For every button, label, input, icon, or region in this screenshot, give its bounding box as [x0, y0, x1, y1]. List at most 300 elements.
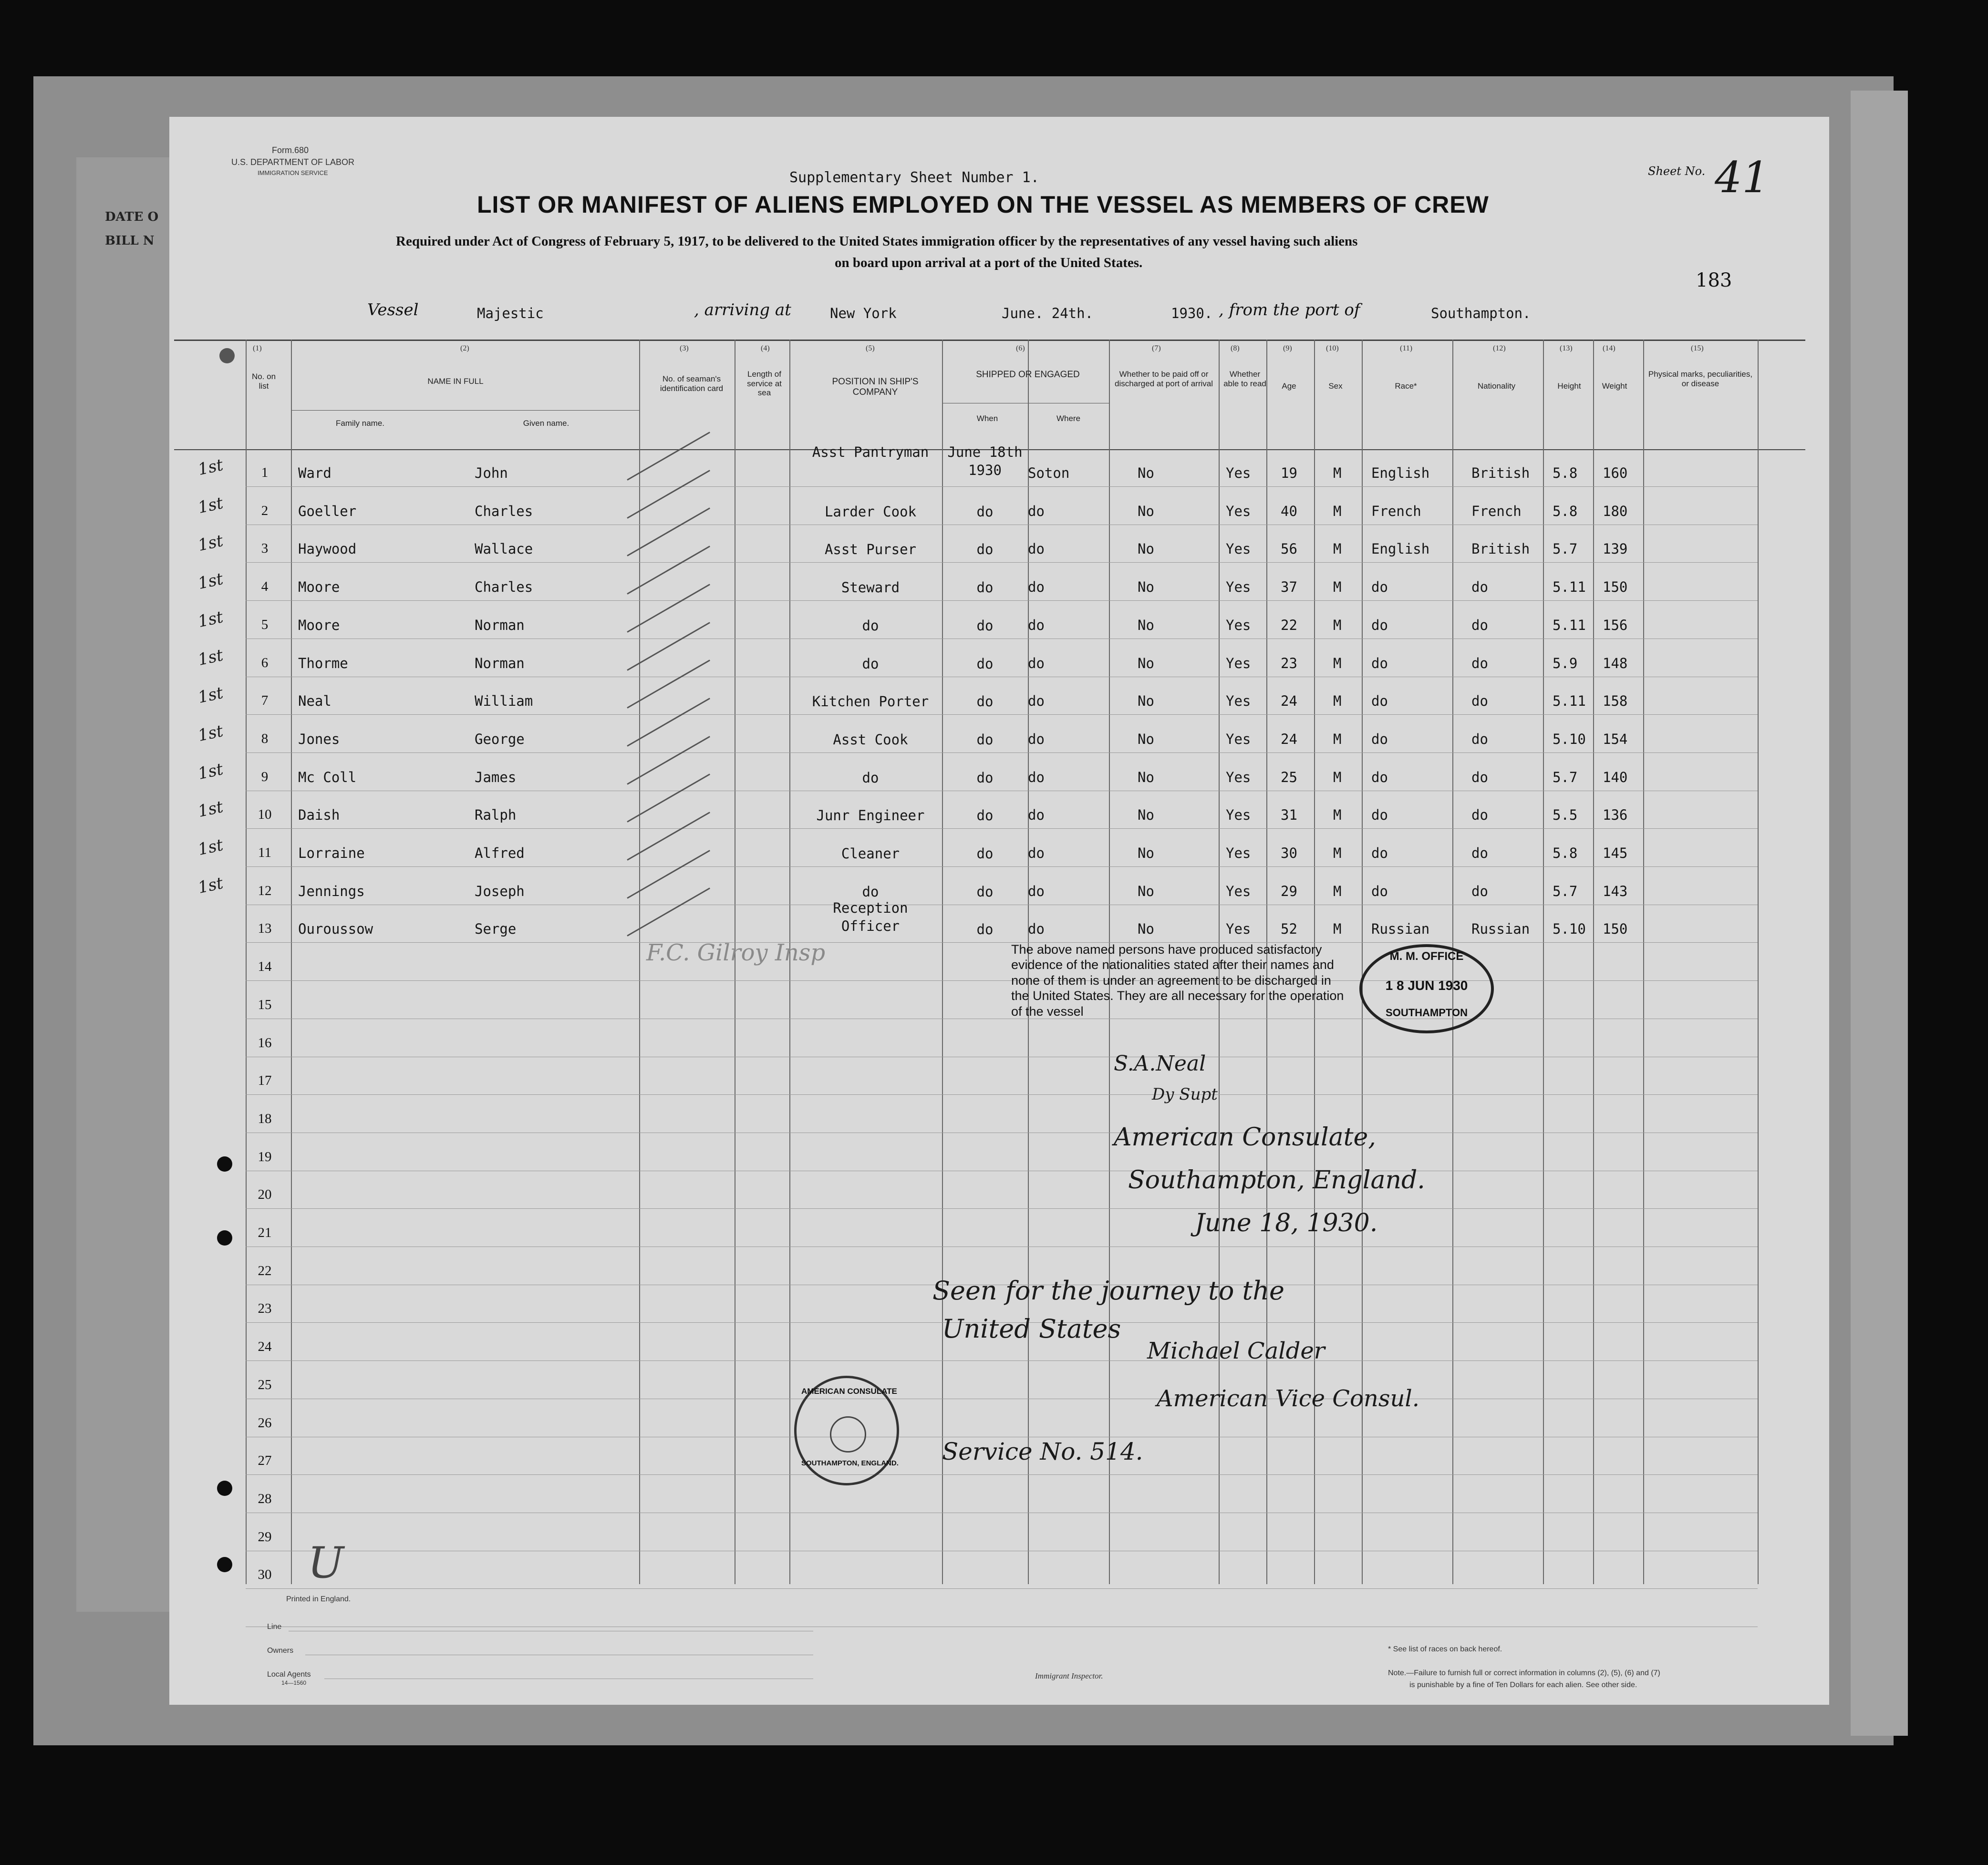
empty-row-number: 30	[258, 1567, 272, 1583]
crew-cell-age: 40	[1281, 503, 1297, 519]
margin-mark: 1st	[196, 797, 225, 822]
signature-neal: S.A.Neal	[1114, 1051, 1206, 1076]
crew-cell-family: Moore	[298, 617, 340, 633]
crew-cell-family: Neal	[298, 693, 331, 710]
crew-cell-nationality: do	[1471, 769, 1488, 785]
row-rule	[246, 942, 1758, 943]
page-title: LIST OR MANIFEST OF ALIENS EMPLOYED ON THE VESSEL AS MEMBERS OF CREW	[477, 191, 1489, 218]
column-number: (3)	[680, 344, 689, 352]
crew-cell-where: do	[1028, 921, 1045, 938]
crew-cell-read: Yes	[1226, 731, 1251, 747]
crew-cell-weight: 143	[1603, 883, 1628, 899]
subtitle-line-2: on board upon arrival at a port of the United States.	[835, 255, 1143, 270]
mm-stamp-bottom: SOUTHAMPTON	[1386, 1007, 1468, 1019]
crew-cell-sex: M	[1333, 655, 1342, 671]
arrival-year: 1930.	[1171, 305, 1213, 321]
crew-cell-paid: No	[1138, 541, 1154, 557]
margin-mark: 1st	[196, 531, 225, 556]
crew-cell-no: 1	[261, 465, 269, 480]
crew-cell-nationality: do	[1471, 845, 1488, 861]
crew-cell-given: Charles	[475, 579, 533, 596]
crew-cell-race: do	[1371, 617, 1388, 633]
row-rule	[246, 600, 1758, 601]
crew-cell-when: do	[976, 655, 994, 672]
crew-cell-weight: 136	[1603, 807, 1628, 824]
crew-cell-paid: No	[1138, 579, 1154, 596]
crew-cell-nationality: do	[1471, 807, 1488, 824]
punch-hole	[217, 1230, 232, 1246]
crew-cell-read: Yes	[1226, 541, 1251, 557]
crew-cell-nationality: do	[1471, 731, 1488, 747]
header-where: Where	[1056, 414, 1081, 423]
crew-cell-when: do	[976, 845, 994, 862]
crew-cell-position: Reception Officer	[833, 900, 908, 935]
crew-cell-position: Cleaner	[841, 845, 900, 862]
crew-cell-family: Daish	[298, 807, 340, 824]
crew-cell-read: Yes	[1226, 921, 1251, 938]
crew-cell-age: 37	[1281, 579, 1297, 596]
crew-cell-height: 5.8	[1553, 465, 1578, 481]
consulate-stamp-top: AMERICAN CONSULATE	[801, 1387, 897, 1396]
crew-cell-when: do	[976, 921, 994, 938]
crew-cell-race: do	[1371, 579, 1388, 596]
crew-cell-given: Alfred	[475, 845, 525, 861]
crew-cell-age: 24	[1281, 693, 1297, 710]
empty-row-number: 25	[258, 1377, 272, 1392]
column-number: (13)	[1560, 344, 1573, 352]
crew-cell-height: 5.9	[1553, 655, 1578, 671]
crew-cell-height: 5.11	[1553, 617, 1586, 633]
crew-cell-family: Goeller	[298, 503, 357, 519]
crew-cell-height: 5.8	[1553, 845, 1578, 861]
header-id-card: No. of seaman's identification card	[660, 374, 724, 393]
column-rule	[639, 340, 640, 1584]
empty-row-number: 17	[258, 1073, 272, 1089]
crew-cell-no: 7	[261, 693, 269, 709]
crew-cell-position: Junr Engineer	[816, 807, 925, 824]
row-rule	[246, 1474, 1758, 1475]
name-subheader-rule	[291, 410, 639, 411]
crew-cell-family: Jennings	[298, 883, 365, 899]
crew-cell-height: 5.7	[1553, 883, 1578, 899]
crew-cell-paid: No	[1138, 807, 1154, 824]
empty-row-number: 15	[258, 997, 272, 1012]
crew-cell-when: do	[976, 579, 994, 596]
crew-cell-no: 10	[258, 807, 272, 823]
crew-cell-when: do	[976, 617, 994, 634]
punch-hole	[217, 1481, 232, 1496]
mm-stamp-date: 1 8 JUN 1930	[1385, 978, 1468, 993]
empty-row-number: 26	[258, 1415, 272, 1431]
column-number: (6)	[1016, 344, 1025, 352]
crew-cell-height: 5.7	[1553, 769, 1578, 785]
column-rule	[1643, 340, 1644, 1584]
printed-in-england: Printed in England.	[286, 1595, 351, 1603]
empty-row-number: 28	[258, 1491, 272, 1506]
crew-cell-sex: M	[1333, 465, 1342, 481]
header-given-name: Given name.	[523, 419, 569, 428]
crew-cell-when: do	[976, 503, 994, 520]
crew-cell-given: Norman	[475, 655, 525, 671]
from-label: , from the port of	[1219, 300, 1360, 319]
crew-cell-sex: M	[1333, 541, 1342, 557]
crew-cell-family: Moore	[298, 579, 340, 596]
crew-cell-age: 30	[1281, 845, 1297, 861]
crew-cell-where: do	[1028, 617, 1045, 633]
crew-cell-read: Yes	[1226, 807, 1251, 824]
empty-row-number: 27	[258, 1453, 272, 1469]
crew-cell-sex: M	[1333, 503, 1342, 519]
crew-cell-sex: M	[1333, 845, 1342, 861]
table-top-rule	[174, 340, 1805, 341]
crew-cell-race: do	[1371, 845, 1388, 861]
header-position: POSITION IN SHIP'S COMPANY	[832, 377, 919, 397]
races-note: * See list of races on back hereof.	[1388, 1645, 1502, 1653]
crew-cell-age: 22	[1281, 617, 1297, 633]
crew-cell-weight: 148	[1603, 655, 1628, 671]
margin-mark: 1st	[196, 607, 225, 631]
crew-cell-nationality: do	[1471, 883, 1488, 899]
crew-cell-height: 5.8	[1553, 503, 1578, 519]
column-number: (15)	[1691, 344, 1704, 352]
crew-cell-when: do	[976, 731, 994, 748]
vice-consul-title: American Vice Consul.	[1157, 1385, 1419, 1412]
header-able-read: Whether able to read	[1223, 370, 1266, 388]
crew-cell-read: Yes	[1226, 503, 1251, 519]
crew-cell-height: 5.11	[1553, 579, 1586, 596]
service-number: Service No. 514.	[942, 1438, 1143, 1465]
crew-cell-given: Serge	[475, 921, 517, 938]
crew-cell-where: do	[1028, 883, 1045, 899]
crew-cell-given: Ralph	[475, 807, 517, 824]
crew-cell-nationality: Russian	[1471, 921, 1530, 938]
crew-cell-sex: M	[1333, 731, 1342, 747]
crew-cell-paid: No	[1138, 883, 1154, 899]
crew-cell-where: do	[1028, 693, 1045, 710]
crew-cell-height: 5.7	[1553, 541, 1578, 557]
crew-cell-no: 5	[261, 617, 269, 632]
crew-cell-race: English	[1371, 465, 1430, 481]
crew-cell-when: do	[976, 769, 994, 786]
crew-cell-family: Lorraine	[298, 845, 365, 861]
crew-cell-where: do	[1028, 579, 1045, 596]
empty-row-number: 16	[258, 1035, 272, 1051]
column-rule	[1543, 340, 1544, 1584]
crew-cell-given: Norman	[475, 617, 525, 633]
crew-cell-when: do	[976, 807, 994, 824]
column-number: (1)	[253, 344, 262, 352]
header-weight: Weight	[1602, 381, 1627, 391]
crew-cell-weight: 150	[1603, 921, 1628, 938]
crew-cell-height: 5.10	[1553, 731, 1586, 747]
crew-cell-age: 31	[1281, 807, 1297, 824]
empty-row-number: 18	[258, 1111, 272, 1126]
crew-cell-family: Haywood	[298, 541, 357, 557]
consulate-stamp-bottom: SOUTHAMPTON, ENGLAND.	[801, 1459, 899, 1467]
bottom-mark: U	[308, 1538, 344, 1588]
crew-cell-paid: No	[1138, 465, 1154, 481]
column-rule	[1593, 340, 1594, 1584]
crew-cell-paid: No	[1138, 845, 1154, 861]
crew-cell-where: do	[1028, 655, 1045, 671]
empty-row-number: 20	[258, 1187, 272, 1203]
empty-row-number: 22	[258, 1263, 272, 1278]
seen-line-2: United States	[942, 1314, 1121, 1344]
mm-stamp-top: M. M. OFFICE	[1389, 950, 1464, 963]
margin-mark: 1st	[196, 873, 225, 897]
manifest-page	[169, 117, 1829, 1705]
crew-cell-race: do	[1371, 655, 1388, 671]
crew-cell-when: do	[976, 541, 994, 558]
empty-row-number: 19	[258, 1149, 272, 1164]
row-rule	[246, 1094, 1758, 1095]
crew-cell-paid: No	[1138, 921, 1154, 938]
crew-cell-sex: M	[1333, 769, 1342, 785]
seen-line-1: Seen for the journey to the	[932, 1276, 1284, 1306]
signature-title: Dy Supt	[1152, 1085, 1218, 1104]
consulate-line-2: Southampton, England.	[1128, 1166, 1425, 1195]
crew-cell-read: Yes	[1226, 845, 1251, 861]
crew-cell-nationality: do	[1471, 617, 1488, 633]
crew-cell-weight: 145	[1603, 845, 1628, 861]
empty-row-number: 29	[258, 1529, 272, 1545]
crew-cell-weight: 140	[1603, 769, 1628, 785]
arrival-date: June. 24th.	[1002, 305, 1094, 321]
column-number: (2)	[460, 344, 469, 352]
crew-cell-position: do	[862, 655, 879, 672]
header-age: Age	[1282, 381, 1296, 391]
column-rule	[291, 340, 292, 1584]
margin-mark: 1st	[196, 455, 225, 480]
crew-cell-position: Larder Cook	[824, 503, 917, 520]
crew-cell-where: do	[1028, 541, 1045, 557]
header-shipped: SHIPPED OR ENGAGED	[976, 370, 1080, 380]
punch-hole	[217, 1557, 232, 1572]
crew-cell-position: do	[862, 617, 879, 634]
crew-cell-position: Steward	[841, 579, 900, 596]
crew-cell-when: June 18th 1930	[947, 444, 1023, 478]
row-rule	[246, 562, 1758, 563]
crew-cell-position: Asst Cook	[833, 731, 908, 748]
sheet-no-label: Sheet No.	[1648, 165, 1706, 178]
crew-cell-given: James	[475, 769, 517, 785]
column-rule	[1758, 340, 1759, 1584]
column-number: (10)	[1326, 344, 1339, 352]
header-when: When	[976, 414, 998, 423]
crew-cell-age: 23	[1281, 655, 1297, 671]
crew-cell-when: do	[976, 883, 994, 900]
header-name-in-full: NAME IN FULL	[427, 377, 484, 386]
crew-cell-nationality: British	[1471, 465, 1530, 481]
row-rule	[246, 752, 1758, 753]
department: U.S. DEPARTMENT OF LABOR	[231, 157, 355, 167]
subtitle-line-1: Required under Act of Congress of February 5, 1917, to be delivered to the United States immigration officer by the representatives of any vessel having such aliens	[396, 234, 1358, 249]
crew-cell-given: John	[475, 465, 508, 481]
crew-cell-paid: No	[1138, 731, 1154, 747]
fine-note-1: Note.—Failure to furnish full or correct information in columns (2), (5), (6) and (7)	[1388, 1669, 1660, 1677]
column-number: (11)	[1400, 344, 1413, 352]
crew-cell-family: Jones	[298, 731, 340, 747]
vessel-name: Majestic	[477, 305, 544, 321]
crew-cell-no: 2	[261, 503, 269, 518]
crew-cell-age: 56	[1281, 541, 1297, 557]
margin-mark: 1st	[196, 645, 225, 670]
crew-cell-no: 6	[261, 655, 269, 670]
crew-cell-race: Russian	[1371, 921, 1430, 938]
crew-cell-position: Asst Pantryman	[812, 444, 929, 460]
crew-cell-paid: No	[1138, 617, 1154, 633]
crew-cell-family: Ouroussow	[298, 921, 373, 938]
crew-cell-no: 3	[261, 541, 269, 556]
fine-note-2: is punishable by a fine of Ten Dollars for each alien. See other side.	[1409, 1681, 1637, 1689]
crew-cell-where: do	[1028, 807, 1045, 824]
crew-cell-weight: 158	[1603, 693, 1628, 710]
vice-consul-signature: Michael Calder	[1147, 1338, 1325, 1364]
crew-cell-no: 13	[258, 921, 272, 937]
crew-cell-sex: M	[1333, 921, 1342, 938]
column-rule	[246, 340, 247, 1584]
sheet-no-value: 41	[1715, 153, 1770, 203]
row-rule	[246, 486, 1758, 487]
column-number: (8)	[1231, 344, 1240, 352]
crew-cell-when: do	[976, 693, 994, 710]
crew-cell-where: do	[1028, 769, 1045, 785]
crew-cell-no: 4	[261, 579, 269, 595]
crew-cell-no: 9	[261, 769, 269, 784]
crew-cell-read: Yes	[1226, 579, 1251, 596]
consulate-line-3: June 18, 1930.	[1195, 1209, 1378, 1237]
crew-cell-sex: M	[1333, 617, 1342, 633]
page-number: 183	[1696, 269, 1732, 291]
header-length-service: Length of service at sea	[747, 370, 782, 398]
crew-cell-given: George	[475, 731, 525, 747]
row-rule	[246, 866, 1758, 867]
form-number: Form.680	[272, 145, 309, 155]
empty-row-number: 14	[258, 959, 272, 975]
crew-cell-nationality: do	[1471, 655, 1488, 671]
crew-cell-read: Yes	[1226, 693, 1251, 710]
crew-cell-race: do	[1371, 731, 1388, 747]
crew-cell-nationality: French	[1471, 503, 1522, 519]
crew-cell-race: French	[1371, 503, 1421, 519]
crew-cell-paid: No	[1138, 655, 1154, 671]
backing-sheet-edge	[1851, 91, 1908, 1736]
footer-agent-code: 14—1560	[281, 1680, 307, 1686]
column-rule	[942, 340, 943, 1584]
arriving-port: New York	[830, 305, 897, 321]
crew-cell-no: 11	[258, 845, 271, 860]
crew-cell-race: do	[1371, 883, 1388, 899]
crew-cell-weight: 156	[1603, 617, 1628, 633]
crew-cell-read: Yes	[1226, 769, 1251, 785]
header-race: Race*	[1395, 381, 1417, 391]
crew-cell-sex: M	[1333, 693, 1342, 710]
crew-cell-weight: 160	[1603, 465, 1628, 481]
eagle-seal-icon	[830, 1416, 866, 1453]
empty-row-number: 23	[258, 1301, 272, 1317]
column-number: (5)	[866, 344, 875, 352]
row-rule	[246, 1588, 1758, 1589]
crew-cell-age: 29	[1281, 883, 1297, 899]
header-height: Height	[1557, 381, 1581, 391]
from-port: Southampton.	[1431, 305, 1531, 321]
crew-cell-sex: M	[1333, 807, 1342, 824]
crew-cell-age: 19	[1281, 465, 1297, 481]
margin-mark: 1st	[196, 721, 225, 745]
footer-owners-label: Owners	[267, 1647, 294, 1655]
crew-cell-paid: No	[1138, 503, 1154, 519]
margin-mark: 1st	[196, 835, 225, 860]
crew-cell-age: 25	[1281, 769, 1297, 785]
crew-cell-position: do	[862, 883, 879, 900]
header-paid-off: Whether to be paid off or discharged at port of arrival	[1115, 370, 1213, 388]
margin-mark: 1st	[196, 759, 225, 783]
service: IMMIGRATION SERVICE	[258, 169, 328, 176]
crew-cell-nationality: do	[1471, 693, 1488, 710]
consulate-seal-stamp	[794, 1376, 899, 1485]
row-rule	[246, 828, 1758, 829]
crew-cell-read: Yes	[1226, 655, 1251, 671]
crew-cell-family: Thorme	[298, 655, 348, 671]
crew-cell-weight: 150	[1603, 579, 1628, 596]
crew-cell-read: Yes	[1226, 617, 1251, 633]
crew-cell-where: Soton	[1028, 465, 1070, 481]
crew-cell-weight: 139	[1603, 541, 1628, 557]
margin-mark: 1st	[196, 493, 225, 517]
crew-cell-position: Kitchen Porter	[812, 693, 929, 710]
stub-line-1: DATE O	[105, 210, 159, 224]
consulate-line-1: American Consulate,	[1114, 1123, 1376, 1152]
crew-cell-paid: No	[1138, 769, 1154, 785]
arriving-label: , arriving at	[694, 300, 791, 319]
supplementary-sheet: Supplementary Sheet Number 1.	[789, 169, 1039, 186]
crew-cell-height: 5.10	[1553, 921, 1586, 938]
punch-hole	[217, 1156, 232, 1172]
footer-local-agents-label: Local Agents	[267, 1670, 311, 1679]
crew-cell-position: Asst Purser	[824, 541, 917, 558]
empty-row-number: 24	[258, 1339, 272, 1355]
footer-line-label: Line	[267, 1623, 282, 1631]
crew-cell-given: William	[475, 693, 533, 710]
crew-cell-no: 8	[261, 731, 269, 746]
crew-cell-where: do	[1028, 731, 1045, 747]
crew-cell-race: do	[1371, 769, 1388, 785]
crew-cell-given: Joseph	[475, 883, 525, 899]
column-number: (14)	[1603, 344, 1615, 352]
crew-cell-nationality: do	[1471, 579, 1488, 596]
row-rule	[246, 714, 1758, 715]
crew-cell-height: 5.5	[1553, 807, 1578, 824]
crew-cell-sex: M	[1333, 579, 1342, 596]
crew-cell-race: English	[1371, 541, 1430, 557]
column-number: (7)	[1152, 344, 1161, 352]
crew-cell-race: do	[1371, 693, 1388, 710]
header-no-on-list: No. on list	[251, 372, 276, 391]
crew-cell-paid: No	[1138, 693, 1154, 710]
stub-line-2: BILL N	[105, 234, 155, 248]
crew-cell-given: Charles	[475, 503, 533, 519]
mm-office-stamp	[1359, 944, 1494, 1033]
row-rule	[246, 980, 1758, 981]
crew-cell-weight: 154	[1603, 731, 1628, 747]
certification-text: The above named persons have produced satisfactory evidence of the nationalities stated after their names and none of them is under an agreement to be discharged in the United States. They are all necessary for the operation of the vessel	[1011, 942, 1344, 1019]
inspector-scribble: F.C. Gilroy Insp	[646, 939, 826, 966]
crew-cell-read: Yes	[1226, 465, 1251, 481]
crew-cell-family: Ward	[298, 465, 331, 481]
margin-mark: 1st	[196, 683, 225, 708]
crew-cell-age: 24	[1281, 731, 1297, 747]
crew-cell-height: 5.11	[1553, 693, 1586, 710]
